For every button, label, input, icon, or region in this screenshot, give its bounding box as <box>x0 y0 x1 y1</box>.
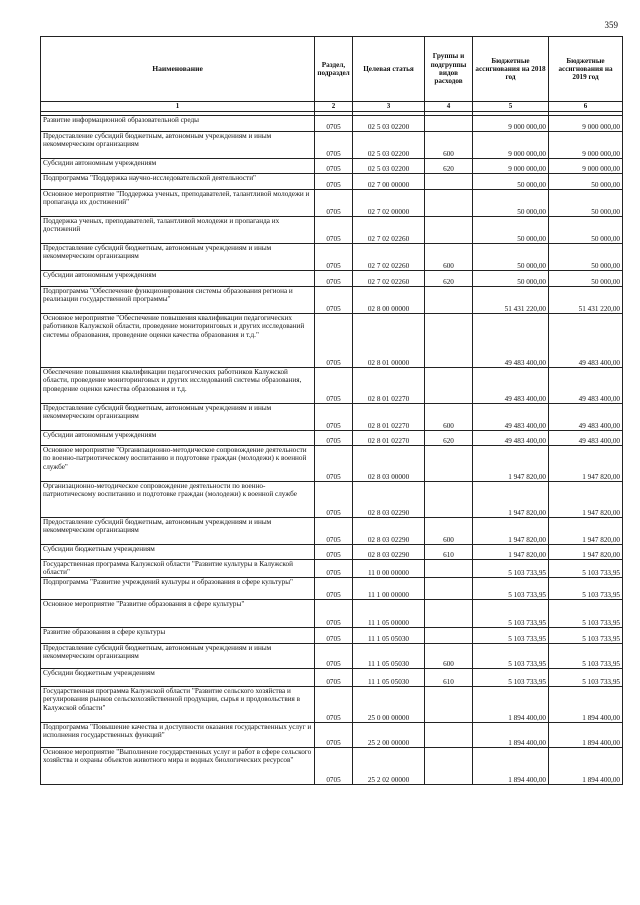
header-target: Целевая статья <box>353 37 425 102</box>
row-target: 11 1 05 00000 <box>353 600 425 628</box>
row-amount-2019: 5 103 733,95 <box>549 578 623 600</box>
row-amount-2019: 9 000 000,00 <box>549 132 623 159</box>
row-target: 11 1 05 05030 <box>353 628 425 644</box>
row-target: 11 1 05 05030 <box>353 644 425 669</box>
row-target: 02 8 03 00000 <box>353 446 425 482</box>
row-amount-2019: 1 947 820,00 <box>549 545 623 560</box>
row-name: Поддержка ученых, преподавателей, талантливой молодежи и пропаганда их достижений <box>41 217 315 244</box>
column-number: 5 <box>473 102 549 112</box>
row-name: Основное мероприятие "Поддержка ученых, преподавателей, талантливой молодежи и пропаганда их достижений" <box>41 190 315 217</box>
table-row <box>41 159 623 174</box>
row-target: 11 0 00 00000 <box>353 560 425 578</box>
row-target: 02 8 00 00000 <box>353 287 425 314</box>
row-group <box>425 116 473 132</box>
row-section: 0705 <box>315 560 353 578</box>
row-amount-2019: 50 000,00 <box>549 244 623 271</box>
row-amount-2019: 49 483 400,00 <box>549 368 623 404</box>
row-amount-2019: 5 103 733,95 <box>549 628 623 644</box>
table-row <box>41 190 623 217</box>
row-amount-2018: 50 000,00 <box>473 217 549 244</box>
row-amount-2018: 50 000,00 <box>473 244 549 271</box>
row-name: Основное мероприятие "Обеспечение повышения квалификации педагогических работников Калужской области, проведение мониторинговых и других исследований системы образования, проведение оценки качества образования и т.д." <box>41 314 315 368</box>
row-name: Подпрограмма "Развитие учреждений культуры и образования в сфере культуры" <box>41 578 315 600</box>
row-target: 02 8 03 02290 <box>353 518 425 545</box>
row-name: Предоставление субсидий бюджетным, автономным учреждениям и иным некоммерческим организациям <box>41 244 315 271</box>
table-row <box>41 287 623 314</box>
table-row <box>41 271 623 287</box>
row-group <box>425 687 473 723</box>
row-target: 11 1 00 00000 <box>353 578 425 600</box>
row-group <box>425 600 473 628</box>
row-amount-2019: 49 483 400,00 <box>549 431 623 446</box>
header-groups: Группы и подгруппы видов расходов <box>425 37 473 102</box>
column-number: 2 <box>315 102 353 112</box>
row-group <box>425 190 473 217</box>
row-target: 02 8 01 02270 <box>353 431 425 446</box>
row-name: Субсидии автономным учреждениям <box>41 159 315 174</box>
row-amount-2019: 49 483 400,00 <box>549 404 623 431</box>
row-name: Предоставление субсидий бюджетным, автономным учреждениям и иным некоммерческим организациям <box>41 644 315 669</box>
row-name: Подпрограмма "Обеспечение функционирования системы образования региона и реализации государственной программы" <box>41 287 315 314</box>
table-row <box>41 723 623 748</box>
table-row <box>41 628 623 644</box>
row-group <box>425 217 473 244</box>
table-row <box>41 446 623 482</box>
row-target: 02 8 01 02270 <box>353 404 425 431</box>
column-number: 3 <box>353 102 425 112</box>
row-name: Подпрограмма "Повышение качества и доступности оказания государственных услуг и исполнения государственных функций" <box>41 723 315 748</box>
row-target: 02 8 03 02290 <box>353 482 425 518</box>
table-row <box>41 748 623 785</box>
row-section: 0705 <box>315 287 353 314</box>
row-amount-2018: 5 103 733,95 <box>473 669 549 687</box>
column-number-row <box>41 102 623 112</box>
row-section: 0705 <box>315 723 353 748</box>
row-amount-2019: 50 000,00 <box>549 217 623 244</box>
row-target: 25 0 00 00000 <box>353 687 425 723</box>
row-amount-2018: 49 483 400,00 <box>473 404 549 431</box>
row-name: Обеспечение повышения квалификации педагогических работников Калужской области, проведение мониторинговых и других исследований системы образования, проведение оценки качества образования и т.д. <box>41 368 315 404</box>
row-amount-2019: 1 947 820,00 <box>549 482 623 518</box>
row-section: 0705 <box>315 368 353 404</box>
row-target: 02 7 02 02260 <box>353 217 425 244</box>
row-amount-2019: 1 947 820,00 <box>549 446 623 482</box>
table-row <box>41 560 623 578</box>
row-amount-2018: 1 947 820,00 <box>473 446 549 482</box>
row-name: Государственная программа Калужской области "Развитие культуры в Калужской области" <box>41 560 315 578</box>
header-2018: Бюджетные ассигнования на 2018 год <box>473 37 549 102</box>
row-group: 600 <box>425 518 473 545</box>
row-amount-2018: 1 894 400,00 <box>473 687 549 723</box>
table-row <box>41 545 623 560</box>
header-2019: Бюджетные ассигнования на 2019 год <box>549 37 623 102</box>
row-target: 11 1 05 05030 <box>353 669 425 687</box>
row-amount-2018: 1 947 820,00 <box>473 518 549 545</box>
row-amount-2019: 1 947 820,00 <box>549 518 623 545</box>
row-amount-2019: 49 483 400,00 <box>549 314 623 368</box>
row-amount-2019: 5 103 733,95 <box>549 600 623 628</box>
table-row <box>41 431 623 446</box>
table-header-row <box>41 37 623 102</box>
row-amount-2019: 1 894 400,00 <box>549 723 623 748</box>
row-target: 02 5 03 02200 <box>353 159 425 174</box>
row-amount-2018: 5 103 733,95 <box>473 578 549 600</box>
row-group: 600 <box>425 244 473 271</box>
row-group: 610 <box>425 669 473 687</box>
row-group: 620 <box>425 159 473 174</box>
row-target: 02 8 03 02290 <box>353 545 425 560</box>
row-group: 600 <box>425 644 473 669</box>
row-section: 0705 <box>315 404 353 431</box>
row-amount-2018: 5 103 733,95 <box>473 600 549 628</box>
row-group <box>425 560 473 578</box>
row-group <box>425 748 473 785</box>
row-amount-2019: 5 103 733,95 <box>549 644 623 669</box>
row-name: Организационно-методическое сопровождение деятельности по военно-патриотическому воспитанию и подготовке граждан (молодежи) к военной службе <box>41 482 315 518</box>
row-name: Субсидии бюджетным учреждениям <box>41 545 315 560</box>
row-amount-2018: 1 947 820,00 <box>473 482 549 518</box>
row-amount-2019: 50 000,00 <box>549 271 623 287</box>
table-row <box>41 578 623 600</box>
row-name: Подпрограмма "Поддержка научно-исследовательской деятельности" <box>41 174 315 190</box>
row-amount-2019: 50 000,00 <box>549 174 623 190</box>
row-amount-2018: 5 103 733,95 <box>473 560 549 578</box>
row-section: 0705 <box>315 628 353 644</box>
table-row <box>41 132 623 159</box>
row-group: 610 <box>425 545 473 560</box>
row-section: 0705 <box>315 482 353 518</box>
row-target: 02 5 03 02200 <box>353 116 425 132</box>
row-section: 0705 <box>315 669 353 687</box>
row-name: Основное мероприятие "Развитие образования в сфере культуры" <box>41 600 315 628</box>
row-amount-2018: 5 103 733,95 <box>473 644 549 669</box>
row-amount-2019: 1 894 400,00 <box>549 748 623 785</box>
row-name: Развитие образования в сфере культуры <box>41 628 315 644</box>
row-amount-2018: 50 000,00 <box>473 174 549 190</box>
row-target: 02 7 00 00000 <box>353 174 425 190</box>
row-amount-2018: 5 103 733,95 <box>473 628 549 644</box>
table-row <box>41 518 623 545</box>
row-name: Основное мероприятие "Организационно-методическое сопровождение деятельности по военно-патриотическому воспитанию и подготовке граждан (молодежи) к военной службе" <box>41 446 315 482</box>
table-row <box>41 116 623 132</box>
header-name: Наименование <box>41 37 315 102</box>
row-amount-2018: 50 000,00 <box>473 190 549 217</box>
row-section: 0705 <box>315 190 353 217</box>
row-section: 0705 <box>315 578 353 600</box>
row-group <box>425 314 473 368</box>
row-group <box>425 368 473 404</box>
row-name: Субсидии автономным учреждениям <box>41 431 315 446</box>
row-section: 0705 <box>315 159 353 174</box>
row-amount-2018: 1 894 400,00 <box>473 748 549 785</box>
row-amount-2019: 1 894 400,00 <box>549 687 623 723</box>
row-group <box>425 723 473 748</box>
row-section: 0705 <box>315 174 353 190</box>
row-name: Предоставление субсидий бюджетным, автономным учреждениям и иным некоммерческим организациям <box>41 518 315 545</box>
row-target: 02 7 02 02260 <box>353 271 425 287</box>
row-target: 02 5 03 02200 <box>353 132 425 159</box>
column-number: 4 <box>425 102 473 112</box>
row-target: 25 2 00 00000 <box>353 723 425 748</box>
row-group <box>425 446 473 482</box>
row-target: 25 2 02 00000 <box>353 748 425 785</box>
row-amount-2018: 1 894 400,00 <box>473 723 549 748</box>
row-group: 600 <box>425 132 473 159</box>
row-section: 0705 <box>315 116 353 132</box>
row-amount-2019: 5 103 733,95 <box>549 669 623 687</box>
table-row <box>41 174 623 190</box>
row-amount-2018: 51 431 220,00 <box>473 287 549 314</box>
row-name: Субсидии автономным учреждениям <box>41 271 315 287</box>
row-amount-2018: 9 000 000,00 <box>473 132 549 159</box>
row-section: 0705 <box>315 431 353 446</box>
row-name: Основное мероприятие "Выполнение государственных услуг и работ в сфере сельского хозяйства и охраны объектов животного мира и водных биологических ресурсов" <box>41 748 315 785</box>
row-amount-2018: 1 947 820,00 <box>473 545 549 560</box>
table-row <box>41 404 623 431</box>
row-amount-2018: 50 000,00 <box>473 271 549 287</box>
budget-table <box>40 36 623 785</box>
row-section: 0705 <box>315 600 353 628</box>
row-amount-2018: 49 483 400,00 <box>473 314 549 368</box>
row-group <box>425 578 473 600</box>
row-group <box>425 482 473 518</box>
row-name: Предоставление субсидий бюджетным, автономным учреждениям и иным некоммерческим организациям <box>41 132 315 159</box>
row-group: 620 <box>425 271 473 287</box>
row-group <box>425 628 473 644</box>
row-target: 02 7 02 00000 <box>353 190 425 217</box>
table-row <box>41 482 623 518</box>
row-target: 02 8 01 02270 <box>353 368 425 404</box>
row-section: 0705 <box>315 545 353 560</box>
row-section: 0705 <box>315 314 353 368</box>
table-row <box>41 244 623 271</box>
row-section: 0705 <box>315 217 353 244</box>
row-section: 0705 <box>315 748 353 785</box>
table-row <box>41 217 623 244</box>
row-amount-2018: 49 483 400,00 <box>473 431 549 446</box>
row-section: 0705 <box>315 244 353 271</box>
row-name: Предоставление субсидий бюджетным, автономным учреждениям и иным некоммерческим организациям <box>41 404 315 431</box>
column-number: 6 <box>549 102 623 112</box>
row-amount-2018: 49 483 400,00 <box>473 368 549 404</box>
row-group: 620 <box>425 431 473 446</box>
row-section: 0705 <box>315 132 353 159</box>
table-row <box>41 600 623 628</box>
page-number: 359 <box>604 20 618 30</box>
row-section: 0705 <box>315 446 353 482</box>
header-section: Раздел, подраздел <box>315 37 353 102</box>
row-amount-2018: 9 000 000,00 <box>473 159 549 174</box>
row-group <box>425 174 473 190</box>
table-row <box>41 669 623 687</box>
table-row <box>41 368 623 404</box>
row-name: Развитие информационной образовательной среды <box>41 116 315 132</box>
row-group <box>425 287 473 314</box>
row-amount-2019: 50 000,00 <box>549 190 623 217</box>
row-group: 600 <box>425 404 473 431</box>
row-section: 0705 <box>315 518 353 545</box>
row-target: 02 7 02 02260 <box>353 244 425 271</box>
table-row <box>41 314 623 368</box>
row-amount-2019: 9 000 000,00 <box>549 116 623 132</box>
column-number: 1 <box>41 102 315 112</box>
row-name: Государственная программа Калужской области "Развитие сельского хозяйства и регулирования рынков сельскохозяйственной продукции, сырья и продовольствия в Калужской области" <box>41 687 315 723</box>
row-name: Субсидии бюджетным учреждениям <box>41 669 315 687</box>
row-amount-2019: 51 431 220,00 <box>549 287 623 314</box>
row-section: 0705 <box>315 687 353 723</box>
row-amount-2018: 9 000 000,00 <box>473 116 549 132</box>
row-section: 0705 <box>315 271 353 287</box>
row-section: 0705 <box>315 644 353 669</box>
row-amount-2019: 9 000 000,00 <box>549 159 623 174</box>
table-row <box>41 687 623 723</box>
row-amount-2019: 5 103 733,95 <box>549 560 623 578</box>
row-target: 02 8 01 00000 <box>353 314 425 368</box>
table-row <box>41 644 623 669</box>
